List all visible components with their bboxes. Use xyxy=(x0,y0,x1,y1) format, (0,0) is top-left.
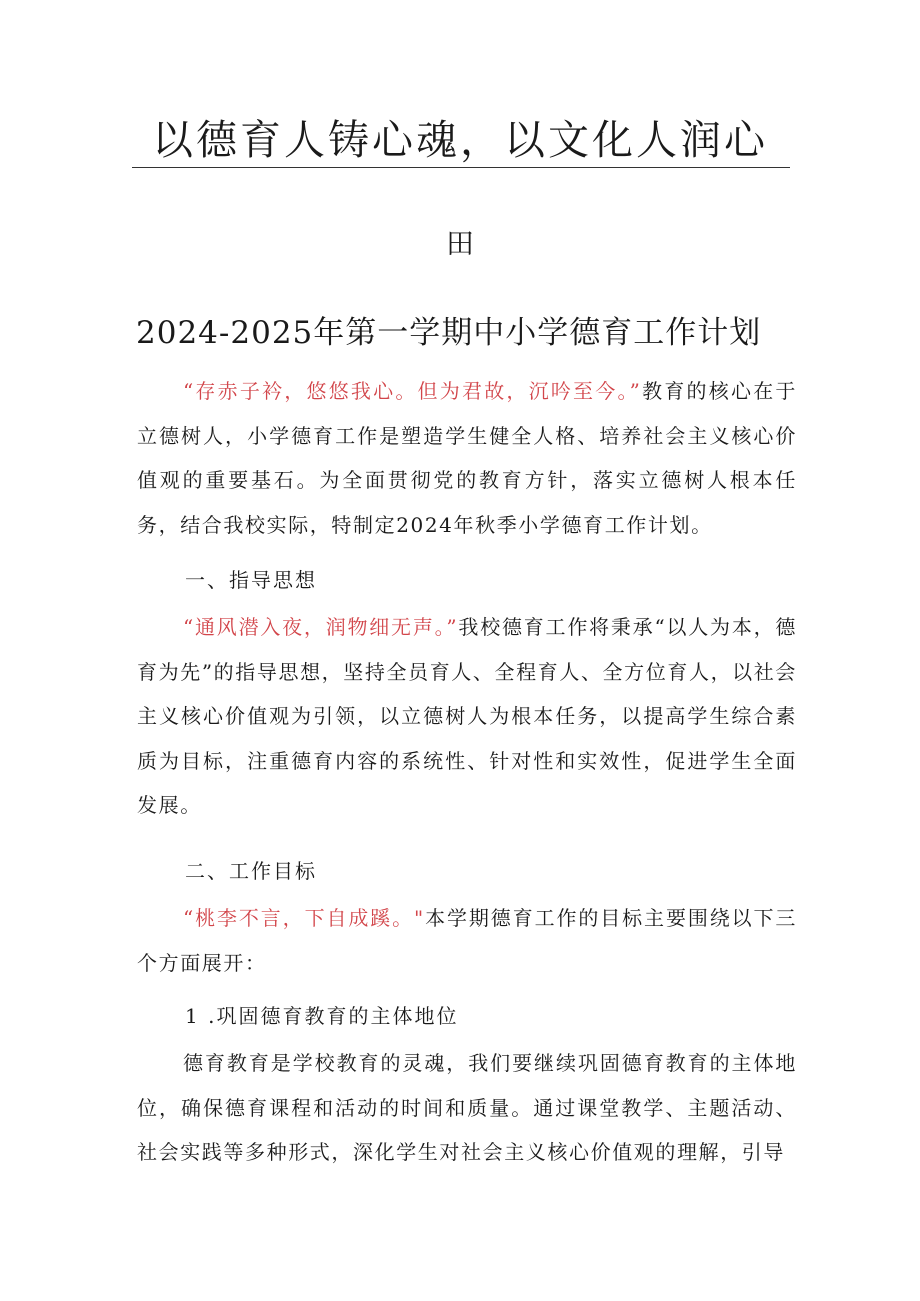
section-heading-guiding-ideology: 一、指导思想 xyxy=(185,568,317,592)
document-subtitle: 田 xyxy=(445,227,474,260)
guiding-ideology-quote: “通风潜入夜，润物细无声。” xyxy=(183,615,459,639)
work-goals-text: 本学期德育工作的目标主要围绕以下三个方面展开： xyxy=(137,906,798,975)
guiding-ideology-paragraph xyxy=(137,605,797,828)
guiding-ideology-text: 我校德育工作将秉承“以人为本，德育为先”的指导思想，坚持全员育人、全程育人、全方位育人，以社会主义核心价值观为引领，以立德树人为根本任务，以提高学生综合素质为目标，注重德育内容的系统性、针对性和实效性，促进学生全面发展。 xyxy=(137,615,797,817)
item-1-text: 德育教育是学校教育的灵魂，我们要继续巩固德育教育的主体地位，确保德育课程和活动的时间和质量。通过课堂教学、主题活动、社会实践等多种形式，深化学生对社会主义核心价值观的理解，引导 xyxy=(137,1051,797,1164)
document-title: 以德育人铸心魂，以文化人润心 xyxy=(152,116,768,164)
intro-text: 教育的核心在于立德树人，小学德育工作是塑造学生健全人格、培养社会主义核心价值观的重要基石。为全面贯彻党的教育方针，落实立德树人根本任务，结合我校实际，特制定2024年秋季小学德育工作计划。 xyxy=(137,379,798,537)
intro-quote: “存赤子衿，悠悠我心。但为君故，沉吟至今。” xyxy=(183,379,642,403)
work-goals-paragraph xyxy=(137,896,797,985)
item-heading-1: 1 .巩固德育教育的主体地位 xyxy=(185,1004,459,1028)
section-heading-work-goals: 二、工作目标 xyxy=(185,859,317,883)
title-divider xyxy=(132,167,790,168)
item-1-paragraph xyxy=(137,1041,797,1175)
work-goals-quote: “桃李不言，下自成蹊。" xyxy=(183,906,425,930)
plan-heading: 2024-2025年第一学期中小学德育工作计划 xyxy=(136,315,762,351)
intro-paragraph xyxy=(137,369,797,547)
